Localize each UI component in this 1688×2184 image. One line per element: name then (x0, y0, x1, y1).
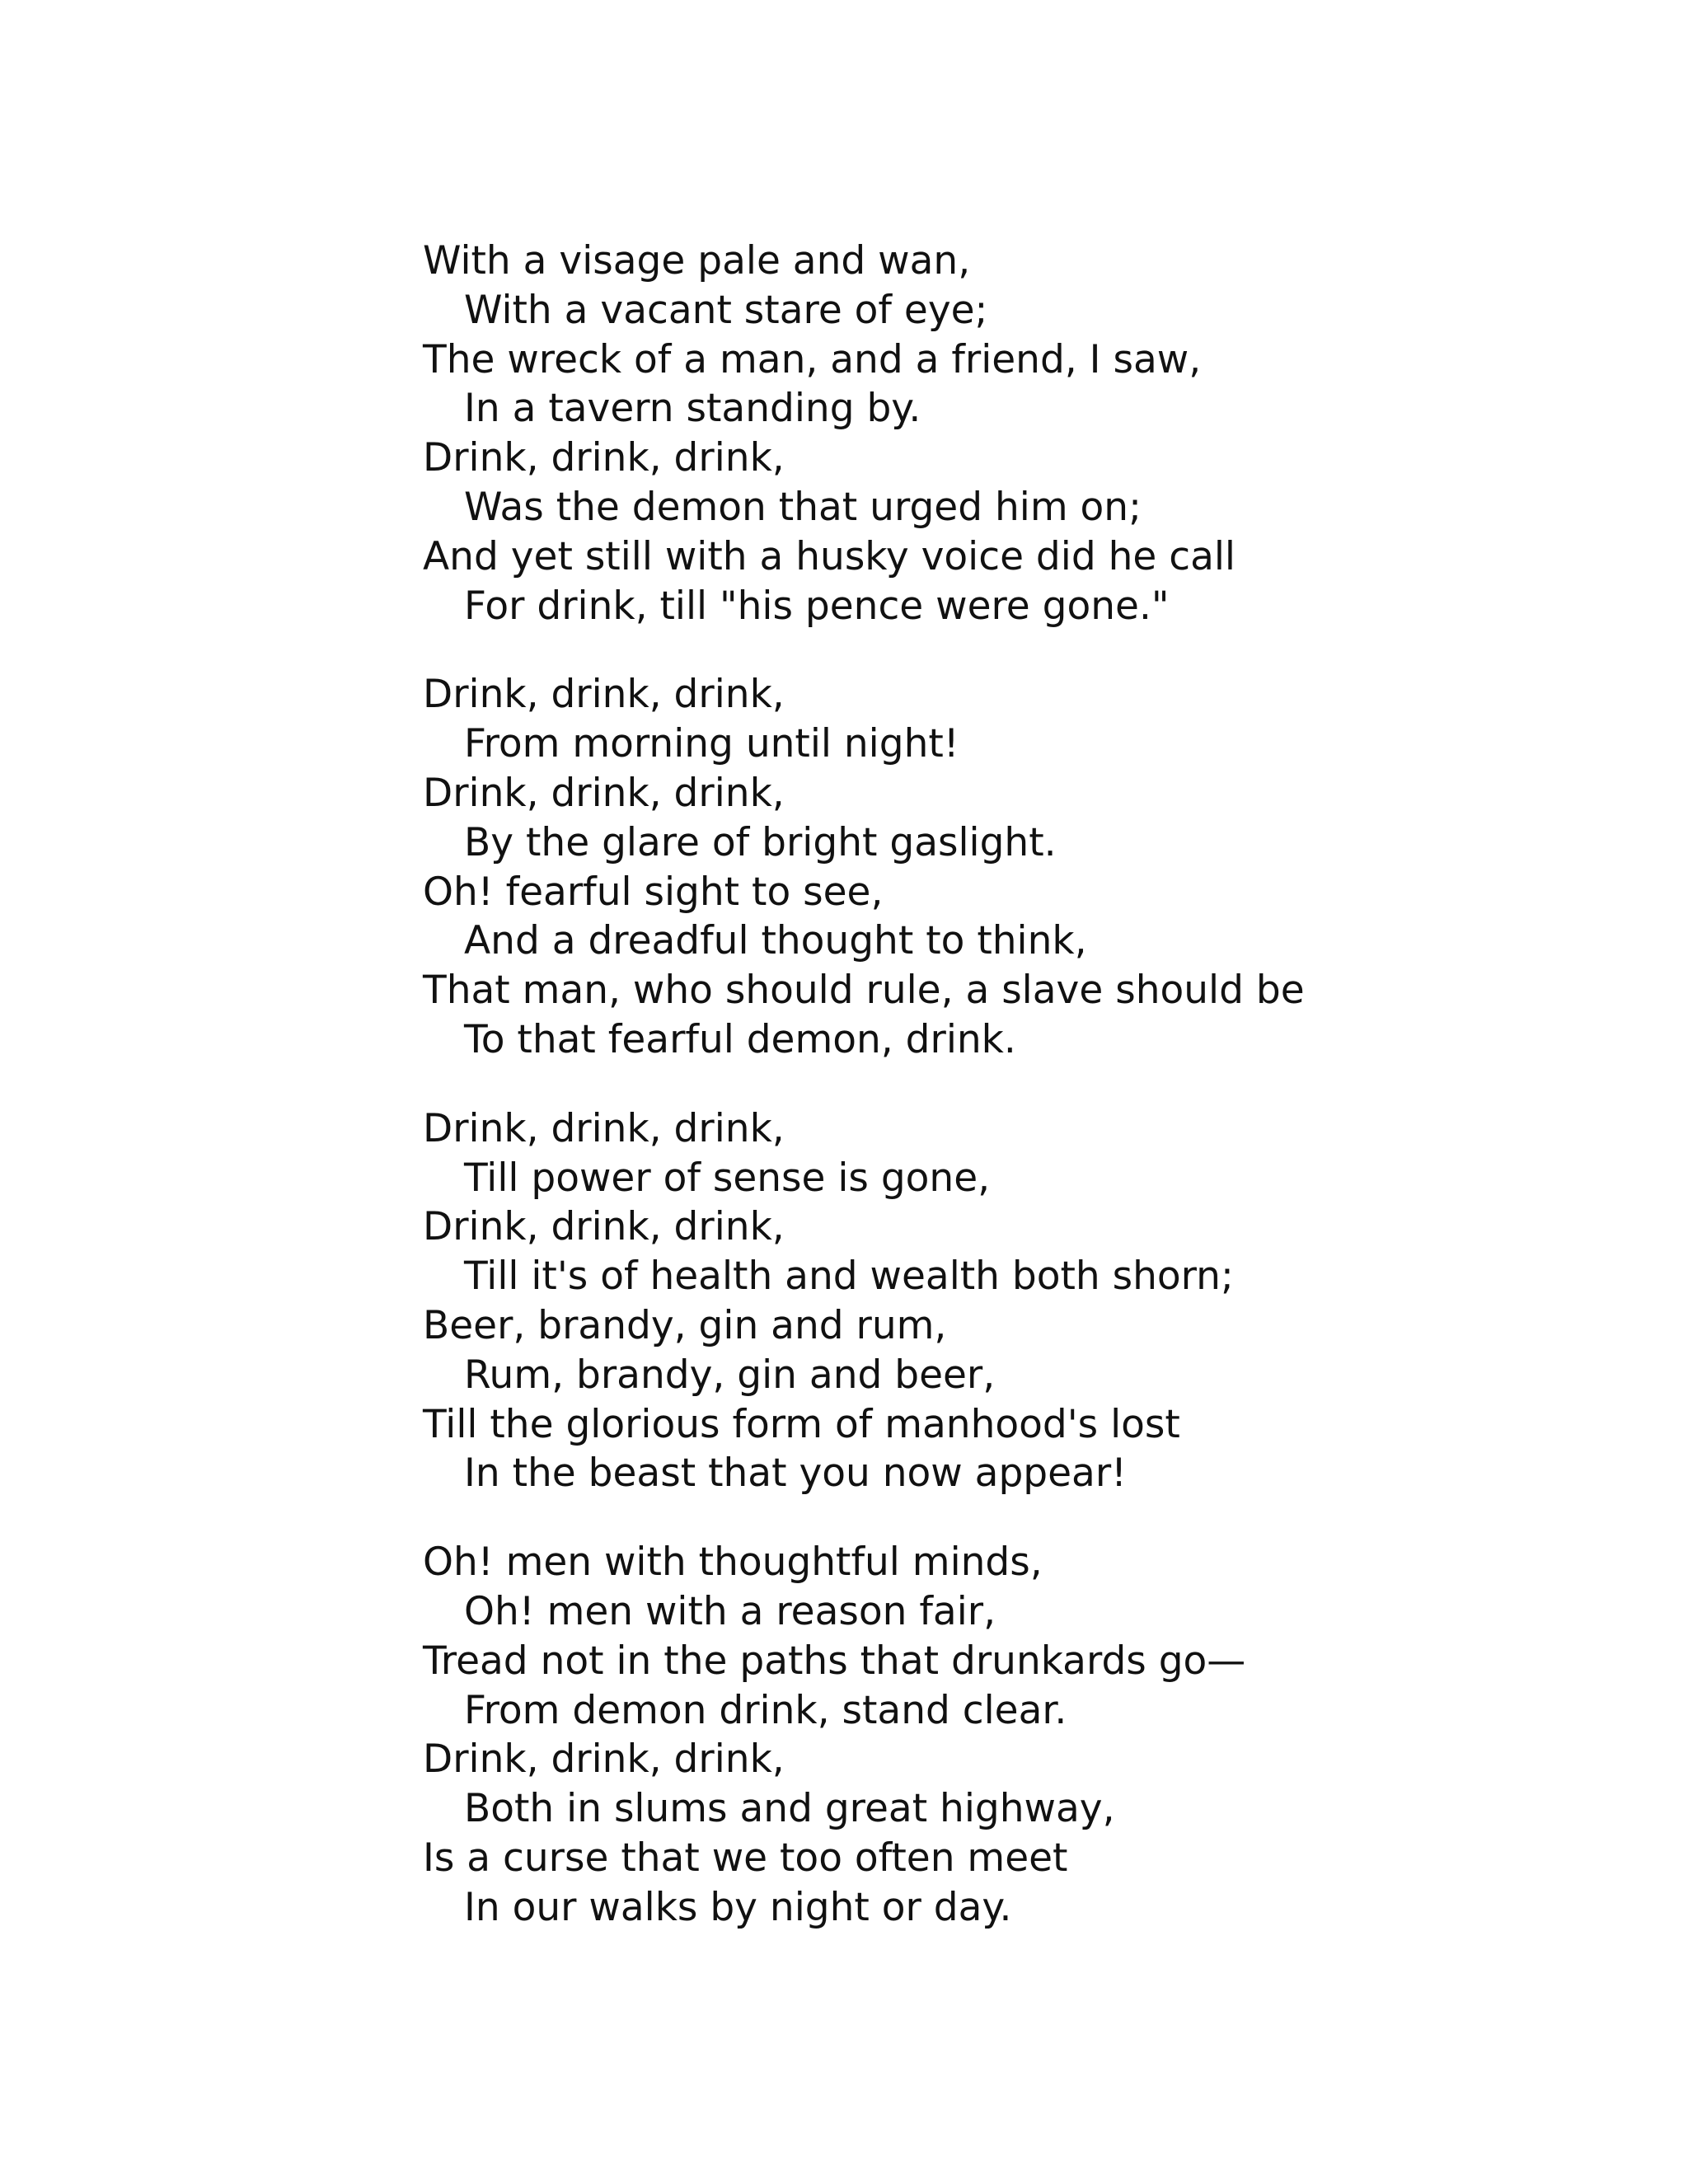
poem-line: For drink, till "his pence were gone." (464, 583, 1170, 629)
stanza-1 (423, 237, 1305, 630)
poem-line: Oh! men with thoughtful minds, (423, 1540, 1043, 1586)
poem-line: Both in slums and great highway, (464, 1786, 1115, 1832)
poem-line: Was the demon that urged him on; (464, 484, 1142, 530)
poem-line: In our walks by night or day. (464, 1884, 1012, 1930)
poem-line: Tread not in the paths that drunkards go— (423, 1638, 1246, 1684)
poem-line: And a dreadful thought to think, (464, 918, 1087, 964)
poem-line: With a visage pale and wan, (423, 238, 971, 284)
poem-line: Drink, drink, drink, (423, 435, 785, 481)
poem-line: Till the glorious form of manhood's lost (423, 1401, 1180, 1447)
poem-line: Oh! fearful sight to see, (423, 869, 884, 915)
poem-line: That man, who should rule, a slave should be (423, 968, 1305, 1014)
stanza-2 (423, 670, 1305, 1064)
poem-line: And yet still with a husky voice did he call (423, 533, 1236, 579)
poem-line: Beer, brandy, gin and rum, (423, 1302, 947, 1348)
poem-line: To that fearful demon, drink. (464, 1016, 1016, 1062)
poem-line: In a tavern standing by. (464, 386, 921, 432)
poem-line: Rum, brandy, gin and beer, (464, 1352, 996, 1398)
poem-line: Drink, drink, drink, (423, 770, 785, 816)
poem-line: Oh! men with a reason fair, (464, 1588, 996, 1634)
stanza-3 (423, 1104, 1305, 1498)
poem-line: Drink, drink, drink, (423, 672, 785, 718)
poem-line: By the glare of bright gaslight. (464, 819, 1057, 865)
poem-line: Till it's of health and wealth both shorn; (464, 1254, 1234, 1300)
poem-line: Drink, drink, drink, (423, 1105, 785, 1151)
poem-line: Drink, drink, drink, (423, 1736, 785, 1783)
poem-line: Drink, drink, drink, (423, 1204, 785, 1250)
poem-line: With a vacant stare of eye; (464, 287, 988, 333)
poem-line: From demon drink, stand clear. (464, 1687, 1067, 1733)
poem-line: From morning until night! (464, 721, 959, 767)
poem-line: Till power of sense is gone, (464, 1155, 991, 1201)
poem-line: In the beast that you now appear! (464, 1451, 1128, 1497)
stanza-4 (423, 1538, 1305, 1932)
poem-line: The wreck of a man, and a friend, I saw, (423, 336, 1202, 382)
poem-line: Is a curse that we too often meet (423, 1835, 1068, 1881)
poem-body (423, 237, 1305, 1972)
